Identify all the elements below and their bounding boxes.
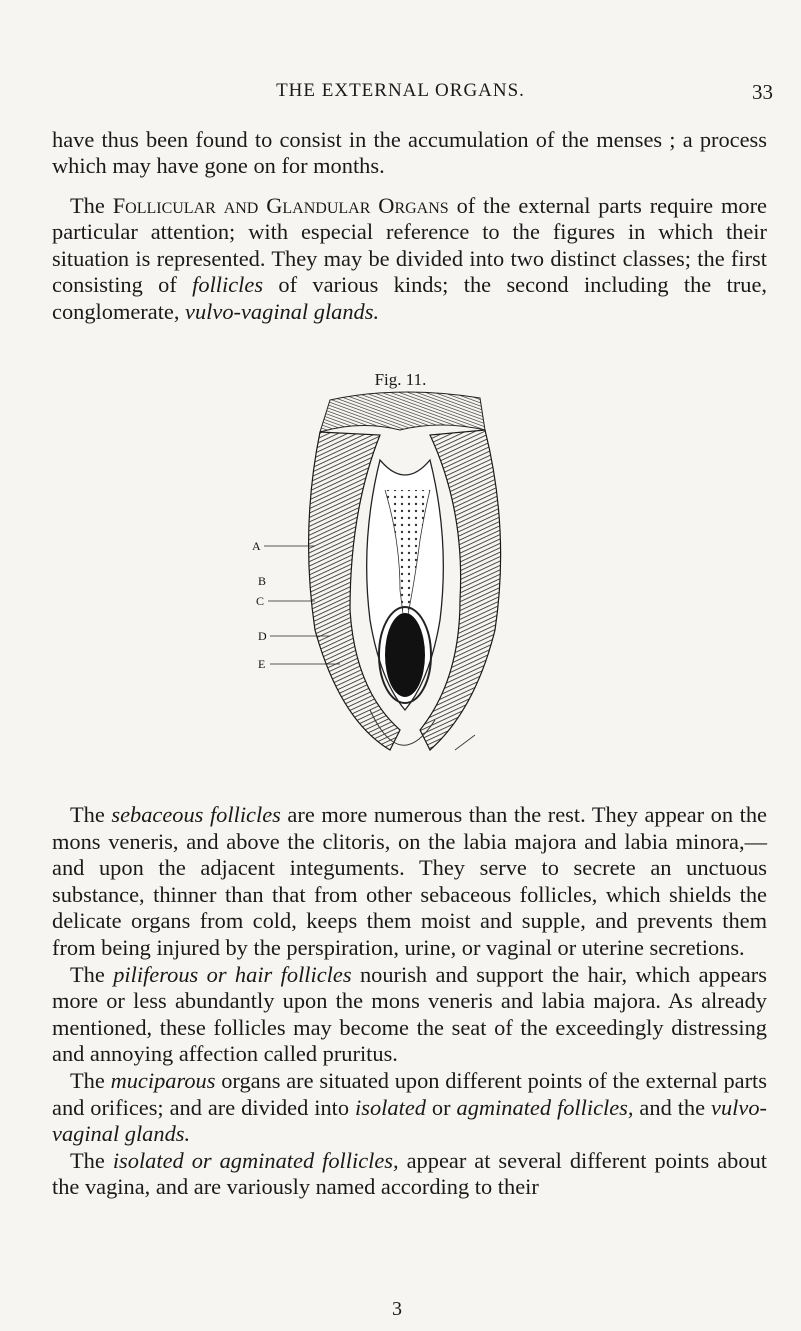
page-header [0,80,801,110]
marker-b: B [258,574,267,588]
paragraph-piliferous: The piliferous or hair follicles nourish and support the hair, which appears more or less abundantly upon the mons veneris and labia majora. As already mentioned, these follicles may become the seat of the exceedingly distressing and annoying affection called pruritus. [52,961,767,1067]
term-agminated: agminated follicles, [456,1094,634,1120]
p2-italic-1: follicles [192,272,264,298]
term-muciparous: muciparous [110,1067,216,1093]
p2-lead: The [70,193,113,218]
term-sebaceous: sebaceous follicles [111,802,281,827]
marker-d: D [258,629,267,643]
p2-italic-2: vulvo-vaginal glands. [185,298,380,324]
paragraph-isolated: The isolated or agminated follicles, appear at several different points about the vagina, and are variously named according to their [52,1147,767,1200]
marker-a: A [252,539,261,553]
paragraph-1-text: have thus been found to consist in the accumulation of the menses ; a process which may have gone on for months. [52,127,767,179]
p2-body-1: of the external parts require more particular attention; with especial reference to the figures in which their situation is represented. They may be divided into two distinct classes; the first consisting of [52,193,767,298]
paragraph-sebaceous: The sebaceous follicles are more numerous than the rest. They appear on the mons veneris, and above the clitoris, on the labia majora and labia minora,—and upon the adjacent integuments. They serve to secrete an unctuous substance, thinner than that from other sebaceous follicles, which shields the delicate organs from cold, keeps them moist and supple, and prevents them from being injured by the perspiration, urine, or vaginal or uterine secretions. [52,802,767,960]
term-vulvo-vaginal: vulvo-vaginal glands. [52,1094,767,1147]
term-piliferous: piliferous or hair follicles [113,961,352,987]
p2-heading-smallcaps: Follicular and Glandular Organs [112,193,449,218]
term-isolated: isolated [355,1094,426,1120]
paragraph-muciparous: The muciparous organs are situated upon different points of the external parts and orifices; and are divided into isolated or agminated follicles, and the vulvo-vaginal glands. [52,1067,767,1147]
paragraph-2 [52,193,767,325]
figure-caption: Fig. 11. [374,370,427,389]
vaginal-orifice [379,607,431,703]
marker-c: C [256,594,265,608]
main-text [52,802,767,1201]
term-isolated-agminated: isolated or agminated follicles, [112,1147,399,1173]
p2-body-2: of various kinds; the second including the true, conglomerate, [52,272,767,324]
signature-mark: 3 [392,1298,402,1320]
marker-e: E [258,657,266,671]
paragraph-1 [52,127,767,180]
running-title: THE EXTERNAL ORGANS. [276,80,525,101]
anatomical-engraving [252,390,540,790]
page-number: 33 [752,80,773,104]
mons-hair [320,392,485,432]
